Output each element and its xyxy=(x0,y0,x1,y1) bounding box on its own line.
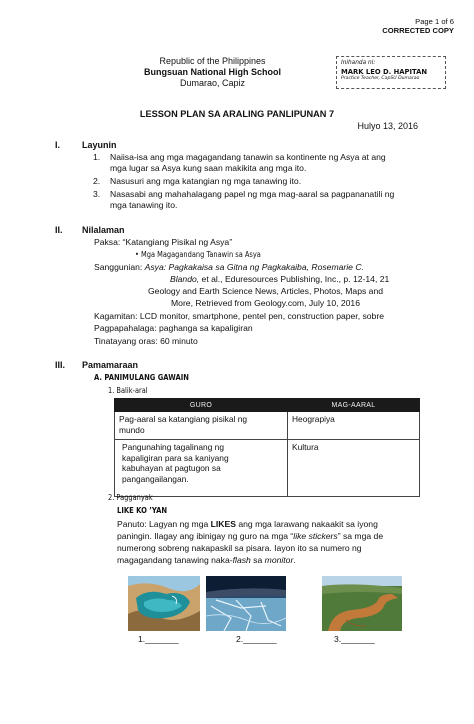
table-cell-guro xyxy=(115,412,288,440)
table-cell-text: kapaligiran para sa kaniyang xyxy=(122,452,229,463)
sanggunian-line3: Geology and Earth Science News, Articles, Photos, Maps and xyxy=(148,286,384,296)
river-bend-image xyxy=(322,576,402,631)
panuto-line3: numerong sobreng nakapaskil sa pisara. Iayon ito sa numero ng xyxy=(117,543,362,553)
panuto-text: magagandang tanawing naka- xyxy=(117,555,233,565)
sanggunian-author: Blando, xyxy=(170,274,200,284)
panuto-text: ang mga larawang nakaakit sa iyong xyxy=(235,519,378,529)
table-header-row xyxy=(115,399,420,412)
school-location: Dumarao, Capiz xyxy=(179,78,246,88)
table-cell-text: mundo xyxy=(119,424,145,435)
objective-1-line2: mga lugar sa Asya kung saan makikita ang mga ito. xyxy=(110,163,307,173)
landscape-photo-2 xyxy=(206,576,286,631)
paksa-line xyxy=(94,237,232,248)
balik-aral-label: 1. Balik-aral xyxy=(108,386,148,395)
panimulang-gawain-heading: A. PANIMULANG GAWAIN xyxy=(94,373,189,382)
sanggunian-line4: More, Retrieved from Geology.com, July 10, 2016 xyxy=(171,298,360,308)
panuto-line1 xyxy=(117,519,378,530)
section-1-numeral: I. xyxy=(55,140,61,150)
republic-line: Republic of the Philippines xyxy=(159,56,266,66)
table-cell-guro xyxy=(115,440,288,497)
stamp-name: MARK LEO D. HAPITAN xyxy=(341,68,428,76)
objective-3-number: 3. xyxy=(93,189,101,199)
panuto-text: Panuto: Lagyan ng mga xyxy=(117,519,211,529)
sanggunian-label: Sanggunian: xyxy=(94,262,143,272)
lesson-date: Hulyo 13, 2016 xyxy=(357,121,418,131)
objective-3-line1: Nasasabi ang mahahalagang papel ng mga mag-aaral sa pagpananatili ng xyxy=(110,189,395,199)
panuto-like-stickers: like stickers xyxy=(293,531,338,541)
paksa-value: “Katangiang Pisikal ng Asya” xyxy=(122,237,233,247)
objective-2-number: 2. xyxy=(93,176,101,186)
photo-1-caption: 1._______ xyxy=(138,634,179,644)
section-1-heading: Layunin xyxy=(82,140,117,150)
landscape-photo-1 xyxy=(128,576,200,631)
objective-3-line2: mga tanawing ito. xyxy=(110,200,178,210)
table-header-mag-aaral: MAG-AARAL xyxy=(288,399,420,412)
photo-3-caption: 3._______ xyxy=(334,634,375,644)
panuto-flash: flash xyxy=(232,555,251,565)
pagganyak-label: 2. Pagganyak xyxy=(108,493,153,502)
sanggunian-publisher: et al., Eduresources Publishing, Inc., p. 12-14, 21 xyxy=(199,274,390,284)
panuto-text: ” sa mga de xyxy=(337,531,384,541)
school-name: Bungsuan National High School xyxy=(144,67,281,77)
objective-2-line1: Nasusuri ang mga katangian ng mga tanawing ito. xyxy=(110,176,302,186)
table-cell-text: Pag-aaral sa katangiang pisikal ng xyxy=(119,414,248,424)
tinatayang-oras-line: Tinatayang oras: 60 minuto xyxy=(94,336,198,346)
sanggunian-line2 xyxy=(170,274,389,285)
panuto-line4 xyxy=(117,555,296,566)
lake-landscape-image xyxy=(128,576,200,631)
balik-aral-table xyxy=(114,398,420,497)
prepared-by-stamp xyxy=(336,56,446,89)
section-2-numeral: II. xyxy=(55,225,63,235)
stamp-role: Practice Teacher, CapSU Dumarao xyxy=(341,76,420,81)
objective-1-number: 1. xyxy=(93,152,101,162)
panuto-line2 xyxy=(117,531,383,542)
activity-title: LIKE KO ’YAN xyxy=(117,506,168,515)
table-row xyxy=(115,412,420,440)
table-cell-mag-aaral: Heograpiya xyxy=(288,412,420,440)
lesson-plan-title: LESSON PLAN SA ARALING PANLIPUNAN 7 xyxy=(139,109,335,119)
section-3-heading: Pamamaraan xyxy=(82,360,139,370)
panuto-text: . xyxy=(293,555,296,565)
objective-1-line1: Naiisa-isa ang mga magagandang tanawin sa kontinente ng Asya at ang xyxy=(110,152,386,162)
frozen-lake-image xyxy=(206,576,286,631)
corrected-copy-label: CORRECTED COPY xyxy=(382,26,454,35)
sanggunian-line1 xyxy=(94,262,364,273)
landscape-photo-3 xyxy=(322,576,402,631)
table-row xyxy=(115,440,420,497)
paksa-sub-bullet: • Mga Magagandang Tanawin sa Asya xyxy=(135,250,261,259)
section-2-heading: Nilalaman xyxy=(82,225,125,235)
section-3-numeral: III. xyxy=(55,360,66,370)
kagamitan-line: Kagamitan: LCD monitor, smartphone, pentel pen, construction paper, sobre xyxy=(94,311,384,321)
stamp-label: Inihanda ni: xyxy=(341,60,376,66)
table-cell-mag-aaral: Kultura xyxy=(288,440,420,497)
table-header-guro: GURO xyxy=(115,399,288,412)
paksa-label: Paksa: xyxy=(94,237,121,247)
panuto-text: paningin. Ilagay ang ibinigay ng guro na mga “ xyxy=(117,531,294,541)
page-number: Page 1 of 6 xyxy=(415,17,454,26)
panuto-likes-emphasis: LIKES xyxy=(210,519,236,529)
table-cell-text: pangangailangan. xyxy=(122,473,189,484)
table-cell-text: Pangunahing tagalinang ng xyxy=(122,442,224,452)
panuto-text: sa xyxy=(250,555,265,565)
sanggunian-book-title: Asya: Pagkakaisa sa Gitna ng Pagkakaiba, Rosemarie C. xyxy=(144,262,364,272)
table-cell-text: kabuhayan at pagtugon sa xyxy=(122,463,221,473)
photo-2-caption: 2._______ xyxy=(236,634,277,644)
panuto-monitor: monitor xyxy=(264,555,294,565)
pagpapahalaga-line: Pagpapahalaga: paghanga sa kapaligiran xyxy=(94,323,253,333)
